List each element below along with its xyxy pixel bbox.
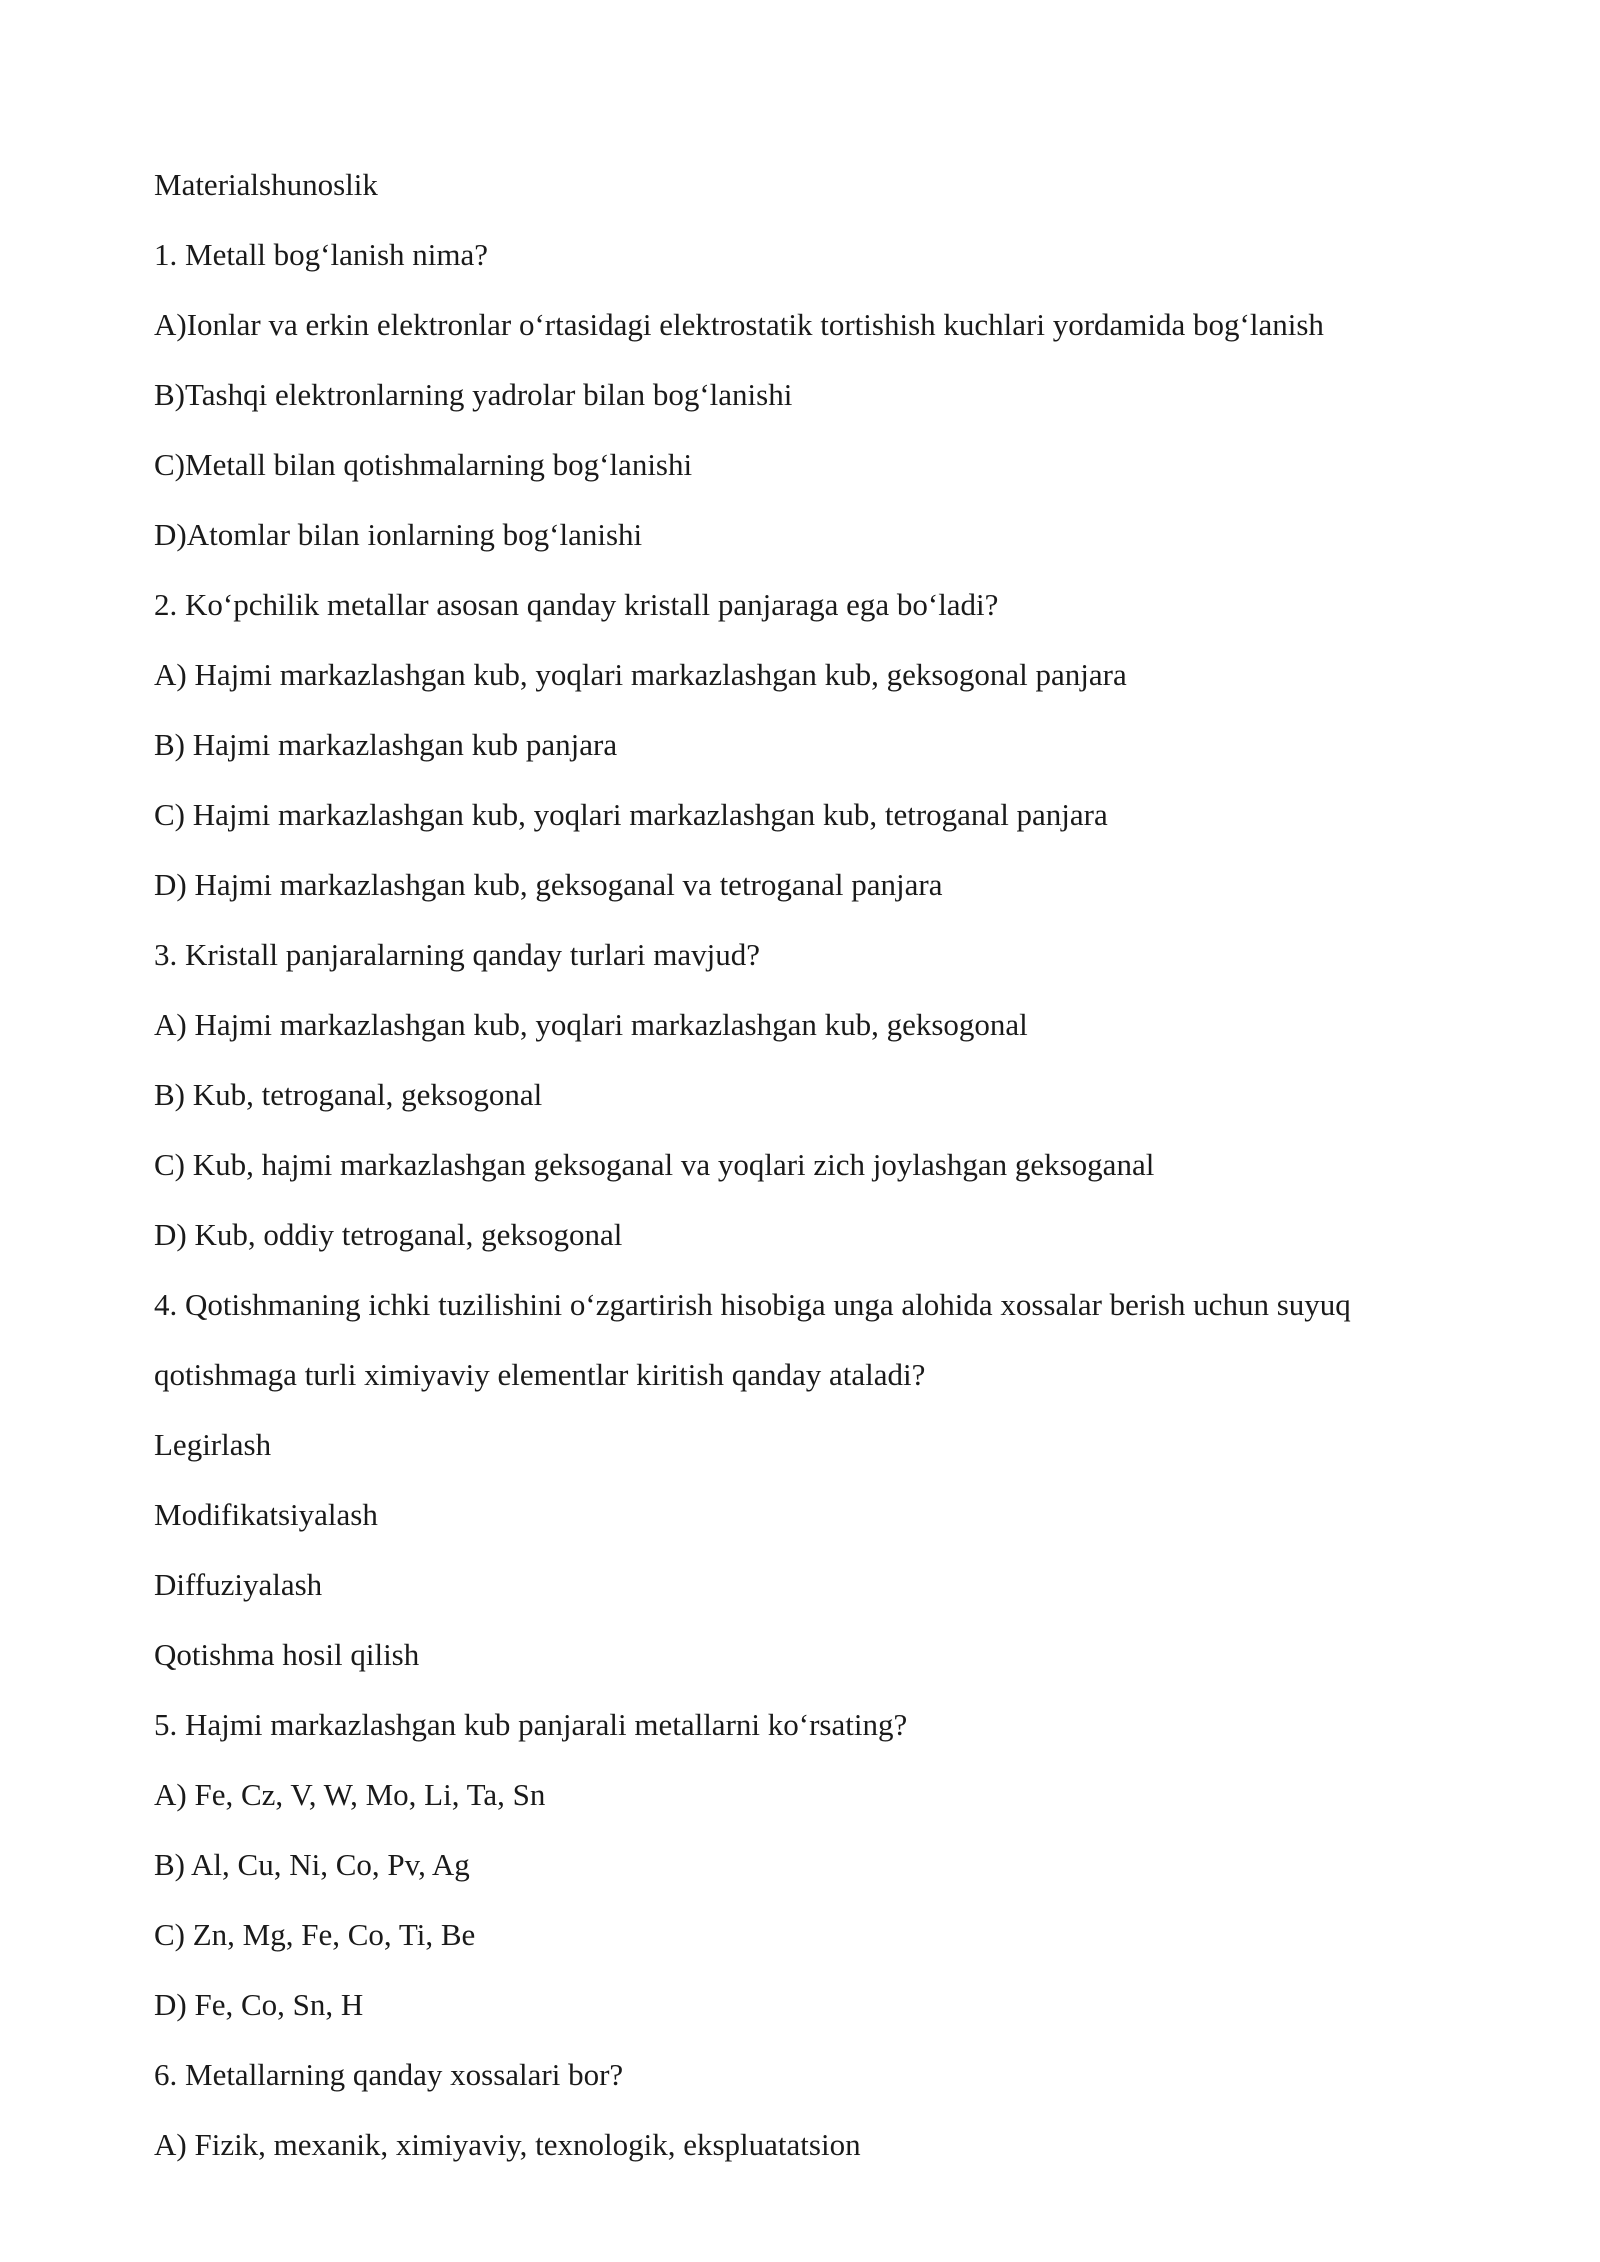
question-5-option-d: D) Fe, Co, Sn, H [154, 1987, 364, 2022]
question-1-option-a: A)Ionlar va erkin elektronlar o‘rtasidagi elektrostatik tortishish kuchlari yordamida bog‘lanish [154, 307, 1324, 342]
question-3-option-a: A) Hajmi markazlashgan kub, yoqlari markazlashgan kub, geksogonal [154, 1007, 1028, 1042]
question-4-line-1: 4. Qotishmaning ichki tuzilishini o‘zgartirish hisobiga unga alohida xossalar berish uchun suyuq [154, 1287, 1351, 1322]
document-body [154, 150, 1454, 2180]
question-5-option-a: A) Fe, Cz, V, W, Mo, Li, Ta, Sn [154, 1777, 546, 1812]
question-4-line-2: qotishmaga turli ximiyaviy elementlar kiritish qanday ataladi? [154, 1357, 926, 1392]
question-1-option-c: C)Metall bilan qotishmalarning bog‘lanishi [154, 447, 693, 482]
question-4-option-2: Modifikatsiyalash [154, 1497, 378, 1532]
question-1: 1. Metall bog‘lanish nima? [154, 237, 489, 272]
question-1-option-b: B)Tashqi elektronlarning yadrolar bilan bog‘lanishi [154, 377, 793, 412]
question-6: 6. Metallarning qanday xossalari bor? [154, 2057, 624, 2092]
question-2-option-b: B) Hajmi markazlashgan kub panjara [154, 727, 618, 762]
question-6-option-a: A) Fizik, mexanik, ximiyaviy, texnologik, ekspluatatsion [154, 2127, 861, 2162]
document-title: Materialshunoslik [154, 167, 378, 202]
question-3-option-c: C) Kub, hajmi markazlashgan geksoganal va yoqlari zich joylashgan geksoganal [154, 1147, 1155, 1182]
question-1-option-d: D)Atomlar bilan ionlarning bog‘lanishi [154, 517, 643, 552]
question-2-option-c: C) Hajmi markazlashgan kub, yoqlari markazlashgan kub, tetroganal panjara [154, 797, 1108, 832]
question-5-option-b: B) Al, Cu, Ni, Co, Pv, Ag [154, 1847, 470, 1882]
question-3-option-b: B) Kub, tetroganal, geksogonal [154, 1077, 543, 1112]
question-4-option-3: Diffuziyalash [154, 1567, 323, 1602]
question-2-option-d: D) Hajmi markazlashgan kub, geksoganal va tetroganal panjara [154, 867, 943, 902]
question-3-option-d: D) Kub, oddiy tetroganal, geksogonal [154, 1217, 623, 1252]
question-5-option-c: C) Zn, Mg, Fe, Co, Ti, Be [154, 1917, 476, 1952]
question-5: 5. Hajmi markazlashgan kub panjarali metallarni ko‘rsating? [154, 1707, 908, 1742]
question-3: 3. Kristall panjaralarning qanday turlari mavjud? [154, 937, 761, 972]
question-4-option-1: Legirlash [154, 1427, 272, 1462]
question-4-option-4: Qotishma hosil qilish [154, 1637, 420, 1672]
question-2: 2. Ko‘pchilik metallar asosan qanday kristall panjaraga ega bo‘ladi? [154, 587, 999, 622]
question-2-option-a: A) Hajmi markazlashgan kub, yoqlari markazlashgan kub, geksogonal panjara [154, 657, 1127, 692]
